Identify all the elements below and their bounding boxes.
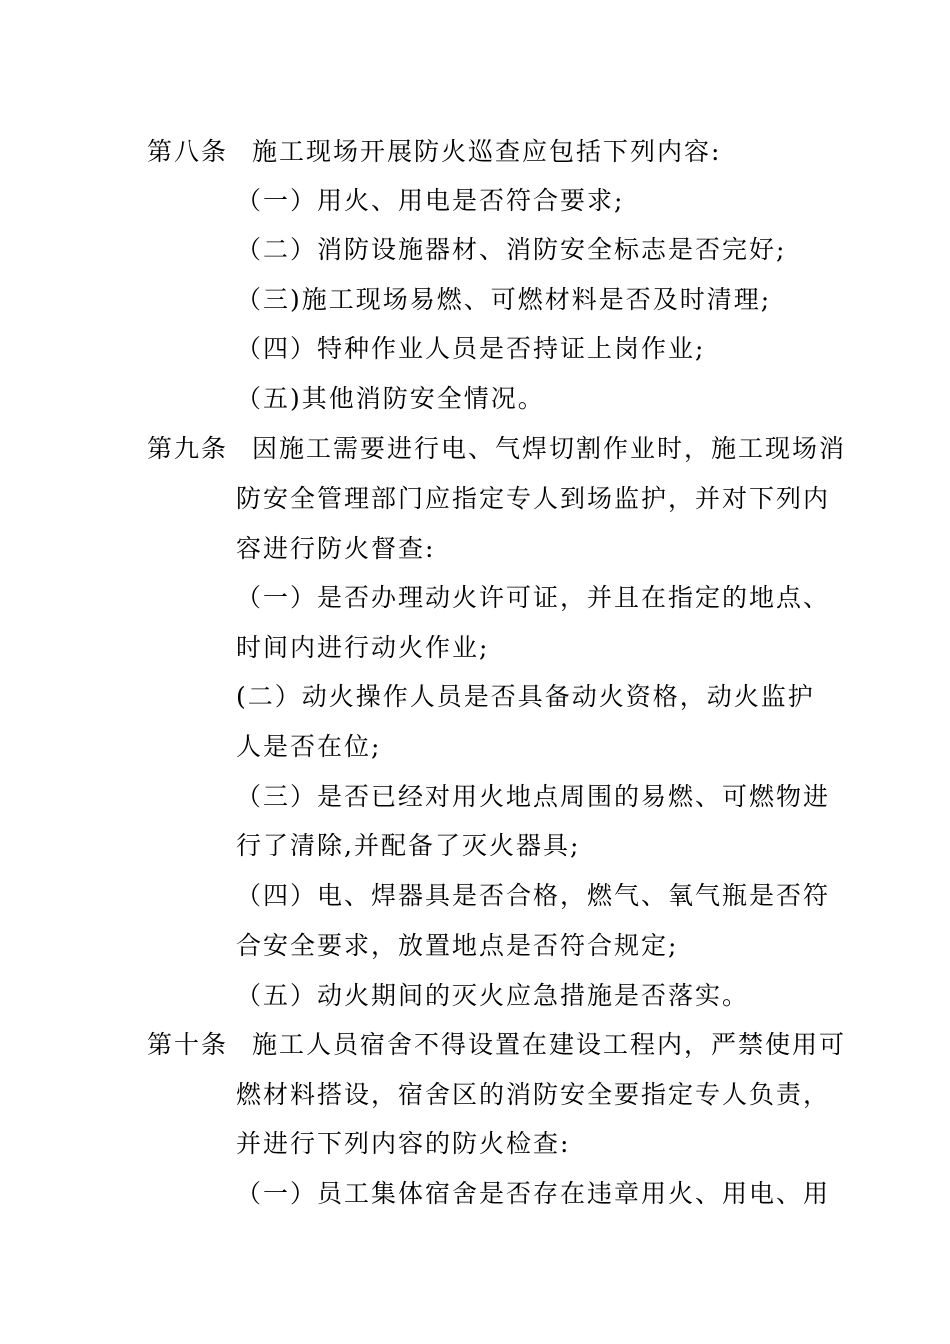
article-8-item-4: （四）特种作业人员是否持证上岗作业; [236, 334, 706, 363]
article-8-text: 施工现场开展防火巡查应包括下列内容: [251, 137, 722, 166]
article-10-text-line-1: 施工人员宿舍不得设置在建设工程内，严禁使用可 [251, 1030, 846, 1059]
article-9-label: 第九条 [147, 434, 229, 463]
article-9-item-5-line-1: （五）动火期间的灭火应急措施是否落实。 [236, 981, 750, 1010]
article-10-item-1-line-1: （一）员工集体宿舍是否存在违章用火、用电、用 [236, 1179, 831, 1208]
article-8-label: 第八条 [147, 137, 229, 166]
article-8-item-5: （五)其他消防安全情况。 [236, 384, 545, 413]
article-9-item-1-line-2: 时间内进行动火作业; [236, 633, 490, 662]
article-9-item-3-line-1: （三）是否已经对用火地点周围的易燃、可燃物进 [236, 782, 831, 811]
article-9-item-1-line-1: （一）是否办理动火许可证，并且在指定的地点、 [236, 583, 831, 612]
article-9-item-2-line-1: (二）动火操作人员是否具备动火资格，动火监护 [236, 682, 815, 711]
article-8-item-3: （三)施工现场易燃、可燃材料是否及时清理; [236, 285, 772, 314]
article-10-text-line-2: 燃材料搭设，宿舍区的消防安全要指定专人负责， [236, 1080, 831, 1109]
article-10-label: 第十条 [147, 1030, 229, 1059]
article-10-text-line-3: 并进行下列内容的防火检查: [236, 1129, 571, 1158]
article-8-heading [147, 137, 721, 167]
article-9-item-4-line-1: （四）电、焊器具是否合格，燃气、氧气瓶是否符 [236, 881, 831, 910]
article-9-text-line-3: 容进行防火督查: [236, 534, 436, 563]
article-9-heading [147, 434, 846, 464]
article-9-text-line-2: 防安全管理部门应指定专人到场监护，并对下列内 [236, 484, 831, 513]
article-9-item-2-line-2: 人是否在位; [236, 732, 382, 761]
article-9-text-line-1: 因施工需要进行电、气焊切割作业时，施工现场消 [251, 434, 846, 463]
article-8-item-1: （一）用火、用电是否符合要求; [236, 186, 625, 215]
article-10-heading [147, 1030, 846, 1060]
article-9-item-4-line-2: 合安全要求，放置地点是否符合规定; [236, 931, 679, 960]
article-9-item-3-line-2: 行了清除,并配备了灭火器具; [236, 831, 581, 860]
article-8-item-2: （二）消防设施器材、消防安全标志是否完好; [236, 235, 787, 264]
